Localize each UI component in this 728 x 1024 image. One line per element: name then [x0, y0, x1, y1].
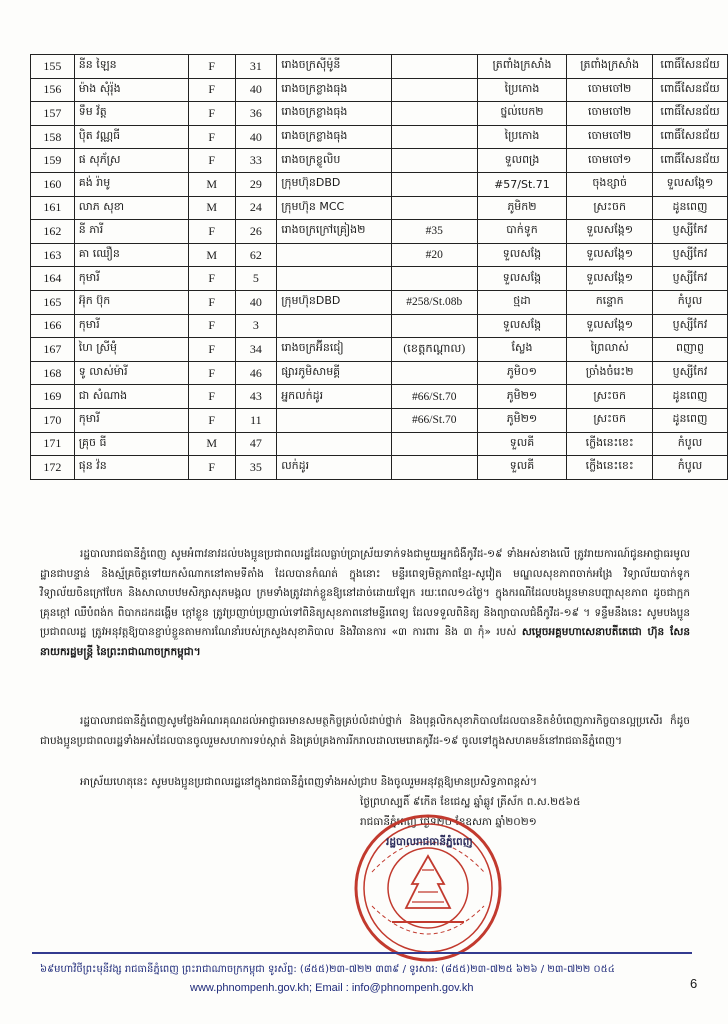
cell-work: រោងចក្រខ្លាងធុង [277, 125, 392, 149]
table-row [31, 385, 728, 409]
date-solar: រាជធានីភ្នំពេញ ថ្ងៃទី២០ ខែឧសភា ឆ្នាំ២០២១ [360, 816, 537, 828]
table-row [31, 172, 728, 196]
cell-district: ពោធិ៍សែនជ័យ [653, 149, 728, 173]
cell-sex: F [188, 55, 235, 79]
cell-no: 165 [31, 290, 75, 314]
cell-house [391, 55, 477, 79]
cell-sex: F [188, 267, 235, 291]
closing-paragraph [40, 773, 690, 793]
cell-house [391, 78, 477, 102]
cell-name: អ៊ុក ប៊ុក [74, 290, 188, 314]
cell-work: រោងចក្រក្រៅគ្រៀង២ [277, 220, 392, 244]
cell-work: ក្រុមហ៊ុនDBD [277, 172, 392, 196]
table-row [31, 361, 728, 385]
cell-commune: ទួលសង្កែ១ [567, 243, 653, 267]
cell-sex: F [188, 408, 235, 432]
cell-no: 161 [31, 196, 75, 220]
cell-name: កុមារី [74, 314, 188, 338]
cell-commune: ចុងខ្សាច់ [567, 172, 653, 196]
table-row [31, 290, 728, 314]
date-lunar: ថ្ងៃព្រហស្បតិ៍ ៩កើត ខែជេស្ឋ ឆ្នាំឆ្លូវ ត្រីស័ក ព.ស.២៥៦៥ [360, 796, 581, 808]
cell-house: #258/St.08b [391, 290, 477, 314]
cell-no: 172 [31, 456, 75, 480]
cell-commune: ស្រះចក [567, 196, 653, 220]
cell-sex: F [188, 456, 235, 480]
cell-no: 160 [31, 172, 75, 196]
cell-commune: ក្លើងនេះខេះ [567, 456, 653, 480]
table-row [31, 125, 728, 149]
cell-commune: ព្រៃលាស់ [567, 338, 653, 362]
thanks-paragraph [40, 712, 690, 751]
footer-address: ៦៩មហាវិថីព្រះមុនីវង្ស រាជធានីភ្នំពេញ ព្រះរាជាណាចក្រកម្ពុជា ទូរស័ព្ទ: (៨៥៥)២៣-៧២២ ៣៣៩ / ទូរសារ: (៨៥៥)២៣-៧២៥ ៦២៦ / ២៣-៧២២ ០៥៤ [40, 964, 615, 975]
cell-age: 40 [235, 125, 277, 149]
cell-work: រោងចក្រខ្លាងធុង [277, 78, 392, 102]
cell-age: 40 [235, 78, 277, 102]
appeal-highlight: សម្តេចអគ្គមហាសេនាបតីតេជោ ហ៊ុន សែន នាយករដ្ឋមន្ត្រី នៃព្រះរាជាណាចក្រកម្ពុជា។ [40, 626, 690, 658]
cell-village: ទួលគី [477, 432, 567, 456]
cell-commune: ស្រះចក [567, 408, 653, 432]
cell-work: ផ្សារភូមិសាមគ្គី [277, 361, 392, 385]
cell-house [391, 149, 477, 173]
cell-village: ប្រៃកោង [477, 125, 567, 149]
cell-work [277, 432, 392, 456]
cell-district: ពោធិ៍សែនជ័យ [653, 78, 728, 102]
cell-name: ប៉ិត វណ្ណធី [74, 125, 188, 149]
cell-sex: F [188, 78, 235, 102]
table-row [31, 408, 728, 432]
cell-district: កំបូល [653, 456, 728, 480]
page-number: 6 [690, 976, 698, 991]
cell-village: ភូមិ០១ [477, 361, 567, 385]
closing-text: អាស្រ័យហេតុនេះ សូមបងប្អូនប្រជាពលរដ្ឋនៅក្នុងរាជធានីភ្នំពេញទាំងអស់ជ្រាប និងចូលរួមអនុវត្តឱ្យមានប្រសិទ្ធភាពខ្ពស់។ [80, 776, 538, 788]
cell-no: 166 [31, 314, 75, 338]
cell-district: កំបូល [653, 432, 728, 456]
cell-sex: F [188, 290, 235, 314]
cell-name: ទឹម វ័ត្ត [74, 102, 188, 126]
cell-house [391, 172, 477, 196]
cell-no: 170 [31, 408, 75, 432]
cell-no: 171 [31, 432, 75, 456]
cell-age: 3 [235, 314, 277, 338]
cell-commune: ចោមចៅ១ [567, 149, 653, 173]
appeal-paragraph [40, 545, 690, 662]
table-row [31, 314, 728, 338]
cell-village: ថ្មដា [477, 290, 567, 314]
cell-commune: ចោមចៅ២ [567, 102, 653, 126]
cell-name: គ្រុច ធី [74, 432, 188, 456]
table-row [31, 102, 728, 126]
cell-sex: F [188, 149, 235, 173]
cell-commune: ទួលសង្កែ១ [567, 314, 653, 338]
cell-name: ហៃ ស្រីម៉ុំ [74, 338, 188, 362]
cell-commune: ក្លើងនេះខេះ [567, 432, 653, 456]
cell-no: 158 [31, 125, 75, 149]
cell-village: ត្រពាំងក្រសាំង [477, 55, 567, 79]
cell-work [277, 314, 392, 338]
cell-house: #66/St.70 [391, 385, 477, 409]
table-row [31, 456, 728, 480]
cell-name: ម៉ាង សុំរ៉ុង [74, 78, 188, 102]
cell-work [277, 243, 392, 267]
cell-name: លាភ សុខា [74, 196, 188, 220]
cell-village: ទួលសង្កែ [477, 243, 567, 267]
cell-name: កុមារី [74, 408, 188, 432]
cell-village: #57/St.71 [477, 172, 567, 196]
cell-village: ភូមិក២ [477, 196, 567, 220]
cell-age: 33 [235, 149, 277, 173]
table-row [31, 149, 728, 173]
cell-name: នី ភារី [74, 220, 188, 244]
cell-village: ទួលសង្កែ [477, 267, 567, 291]
cell-name: នីន ឡៃន [74, 55, 188, 79]
cell-house [391, 125, 477, 149]
cell-commune: ត្រពាំងក្រសាំង [567, 55, 653, 79]
footer-contact: www.phnompenh.gov.kh; Email : info@phnompenh.gov.kh [190, 982, 474, 994]
cell-commune: ស្រះចក [567, 385, 653, 409]
cell-district: ប្ញស្សីកែវ [653, 314, 728, 338]
cell-commune: ច្រាំងចំរេះ២ [567, 361, 653, 385]
appeal-text: រដ្ឋបាលរាជធានីភ្នំពេញ សូមអំពាវនាវដល់បងប្អូនប្រជាពលរដ្ឋដែលធ្លាប់ប្រាស្រ័យទាក់ទងជាមួយអ្នកជំងឺកូវីដ-១៩ ទាំងអស់ខាងលើ ត្រូវរាយការណ៍ជូនអាជ្ញាធរមូលដ្ឋានជាបន្ទាន់ និងស្ម័គ្រចិត្តទៅយកសំណាកនៅតាមទីតាំង ដែលបានកំណត់ ក្នុងនោះ មន្ទីរពេទ្យមិត្តភាពខ្មែរ-សូវៀត មណ្ឌលសុខភាពចាក់អង្រែ វិទ្យាល័យបាក់ទូក វិទ្យាល័យចិនក្រៅបែក និងសាលាបឋមសិក្សាសុភមង្គល ក្រមទាំងត្រូវដាក់ខ្លួនឱ្យនៅដាច់ដោយឡែក រយៈពេល១៤ថ្ងៃ។ ក្នុងករណីដែលបងប្អូនមានបញ្ហាសុខភាព ដូចជាក្អក គ្រុនក្តៅ ឈឺបំពង់ក ពិបាកដកដង្ហើម ក្តៅខ្លួន ត្រូវប្រញាប់ប្រញាល់ទៅពិនិត្យសុខភាពនៅមន្ទីរពេទ្យ ដែលទទួលពិនិត្យ និងព្យាបាលជំងឺកូវីដ-១៩ ។ ទន្ទឹមនឹងនេះ សូមបងប្អូនប្រជាពលរដ្ឋ ត្រូវអនុវត្តឱ្យបានខ្ជាប់ខ្ជួនតាមការណែនាំរបស់ក្រសួងសុខាភិបាល និងវិធានការ «៣ ការពារ និង ៣ កុំ» របស់ [40, 548, 690, 638]
table-row [31, 267, 728, 291]
cell-commune: កន្ទោក [567, 290, 653, 314]
cell-house: #66/St.70 [391, 408, 477, 432]
table-row [31, 220, 728, 244]
cell-age: 47 [235, 432, 277, 456]
cell-age: 36 [235, 102, 277, 126]
cell-sex: F [188, 125, 235, 149]
cell-house [391, 456, 477, 480]
cell-house [391, 102, 477, 126]
cell-district: ពោធិ៍សែនជ័យ [653, 55, 728, 79]
case-table-body [31, 55, 728, 480]
cell-sex: M [188, 172, 235, 196]
cell-age: 26 [235, 220, 277, 244]
cell-house [391, 361, 477, 385]
cell-no: 159 [31, 149, 75, 173]
cell-name: កុមារី [74, 267, 188, 291]
cell-house: (ខេត្តកណ្តាល) [391, 338, 477, 362]
table-row [31, 338, 728, 362]
cell-work: រោងចក្រអ៊ីនជៀ [277, 338, 392, 362]
cell-no: 164 [31, 267, 75, 291]
cell-district: ទួលសង្កែ១ [653, 172, 728, 196]
cell-age: 46 [235, 361, 277, 385]
cell-house [391, 314, 477, 338]
cell-no: 157 [31, 102, 75, 126]
cell-house: #35 [391, 220, 477, 244]
signatory-title: រដ្ឋបាលរាជធានីភ្នំពេញ [386, 836, 473, 848]
cell-no: 156 [31, 78, 75, 102]
cell-district: ពោធិ៍សែនជ័យ [653, 102, 728, 126]
official-seal [352, 812, 504, 964]
cell-no: 162 [31, 220, 75, 244]
cell-name: ផុន វ៉ន [74, 456, 188, 480]
cell-district: ដូនពេញ [653, 196, 728, 220]
cell-sex: M [188, 243, 235, 267]
cell-commune: ទួលសង្កែ១ [567, 267, 653, 291]
cell-district: កំបូល [653, 290, 728, 314]
cell-sex: F [188, 314, 235, 338]
cell-work: រោងចក្រខ្លូលិប [277, 149, 392, 173]
cell-district: ប្ញស្សីកែវ [653, 267, 728, 291]
table-row [31, 432, 728, 456]
cell-district: ពោធិ៍សែនជ័យ [653, 125, 728, 149]
cell-commune: ចោមចៅ២ [567, 78, 653, 102]
cell-age: 29 [235, 172, 277, 196]
table-row [31, 78, 728, 102]
table-row [31, 243, 728, 267]
cell-district: ដូនពេញ [653, 385, 728, 409]
cell-district: ប្ញស្សីកែវ [653, 243, 728, 267]
cell-village: ភូមិ២១ [477, 385, 567, 409]
cell-no: 168 [31, 361, 75, 385]
cell-district: ដូនពេញ [653, 408, 728, 432]
cell-age: 34 [235, 338, 277, 362]
cell-name: គា ឈឿន [74, 243, 188, 267]
cell-village: ថ្នល់បេក២ [477, 102, 567, 126]
cell-house [391, 196, 477, 220]
cell-village: ទួលសង្កែ [477, 314, 567, 338]
cell-work [277, 408, 392, 432]
cell-sex: F [188, 385, 235, 409]
cell-age: 40 [235, 290, 277, 314]
cell-name: ផ សុភ័ស្រ [74, 149, 188, 173]
cell-district: ពញាព្ញ [653, 338, 728, 362]
cell-age: 43 [235, 385, 277, 409]
cell-work [277, 267, 392, 291]
cell-village: ទួលគី [477, 456, 567, 480]
cell-sex: F [188, 361, 235, 385]
cell-house [391, 267, 477, 291]
case-table [30, 54, 728, 480]
cell-name: គង់ រ៉ាមូ [74, 172, 188, 196]
cell-village: ទួលពង្រ [477, 149, 567, 173]
footer-divider [32, 952, 692, 954]
cell-village: បាក់ទូក [477, 220, 567, 244]
cell-age: 5 [235, 267, 277, 291]
cell-no: 163 [31, 243, 75, 267]
thanks-text: រដ្ឋបាលរាជធានីភ្នំពេញសូមថ្លែងអំណរគុណដល់អាជ្ញាធរមានសមត្ថកិច្ចគ្រប់លំដាប់ថ្នាក់ និងបុគ្គលិកសុខាភិបាលដែលបានខិតខំបំពេញភារកិច្ចបានល្អប្រសើរ ក៏ដូចជាបងប្អូនប្រជាពលរដ្ឋទាំងអស់ដែលបានចូលរួមសហការទប់ស្កាត់ និងគ្រប់គ្រងការរីករាលដាលមេរោគកូវីដ-១៩ ចូលទៅក្នុងសហគមន៍នៅរាជធានីភ្នំពេញ។ [40, 715, 690, 747]
cell-commune: ចោមចៅ២ [567, 125, 653, 149]
cell-work: លក់ដូរ [277, 456, 392, 480]
cell-no: 155 [31, 55, 75, 79]
cell-name: ជា សំណាង [74, 385, 188, 409]
cell-commune: ទួលសង្កែ១ [567, 220, 653, 244]
cell-age: 62 [235, 243, 277, 267]
cell-house: #20 [391, 243, 477, 267]
cell-house [391, 432, 477, 456]
table-row [31, 196, 728, 220]
cell-age: 11 [235, 408, 277, 432]
table-row [31, 55, 728, 79]
cell-sex: F [188, 220, 235, 244]
cell-name: ទូ លាស់ម៉ារី [74, 361, 188, 385]
cell-village: ប្រៃកោង [477, 78, 567, 102]
cell-village: ស្លែង [477, 338, 567, 362]
cell-sex: M [188, 196, 235, 220]
cell-work: រោងចក្រស៊ីម៉ូនី [277, 55, 392, 79]
cell-age: 24 [235, 196, 277, 220]
cell-sex: F [188, 102, 235, 126]
cell-work: ក្រុមហ៊ុនDBD [277, 290, 392, 314]
cell-age: 35 [235, 456, 277, 480]
cell-work: អ្នកលក់ដូរ [277, 385, 392, 409]
cell-village: ភូមិ២១ [477, 408, 567, 432]
cell-work: រោងចក្រខ្លាងធុង [277, 102, 392, 126]
cell-age: 31 [235, 55, 277, 79]
cell-district: ប្ញស្សីកែវ [653, 220, 728, 244]
cell-no: 169 [31, 385, 75, 409]
cell-work: ក្រុមហ៊ុន MCC [277, 196, 392, 220]
cell-district: ប្ញស្សីកែវ [653, 361, 728, 385]
cell-sex: F [188, 338, 235, 362]
cell-sex: M [188, 432, 235, 456]
cell-no: 167 [31, 338, 75, 362]
